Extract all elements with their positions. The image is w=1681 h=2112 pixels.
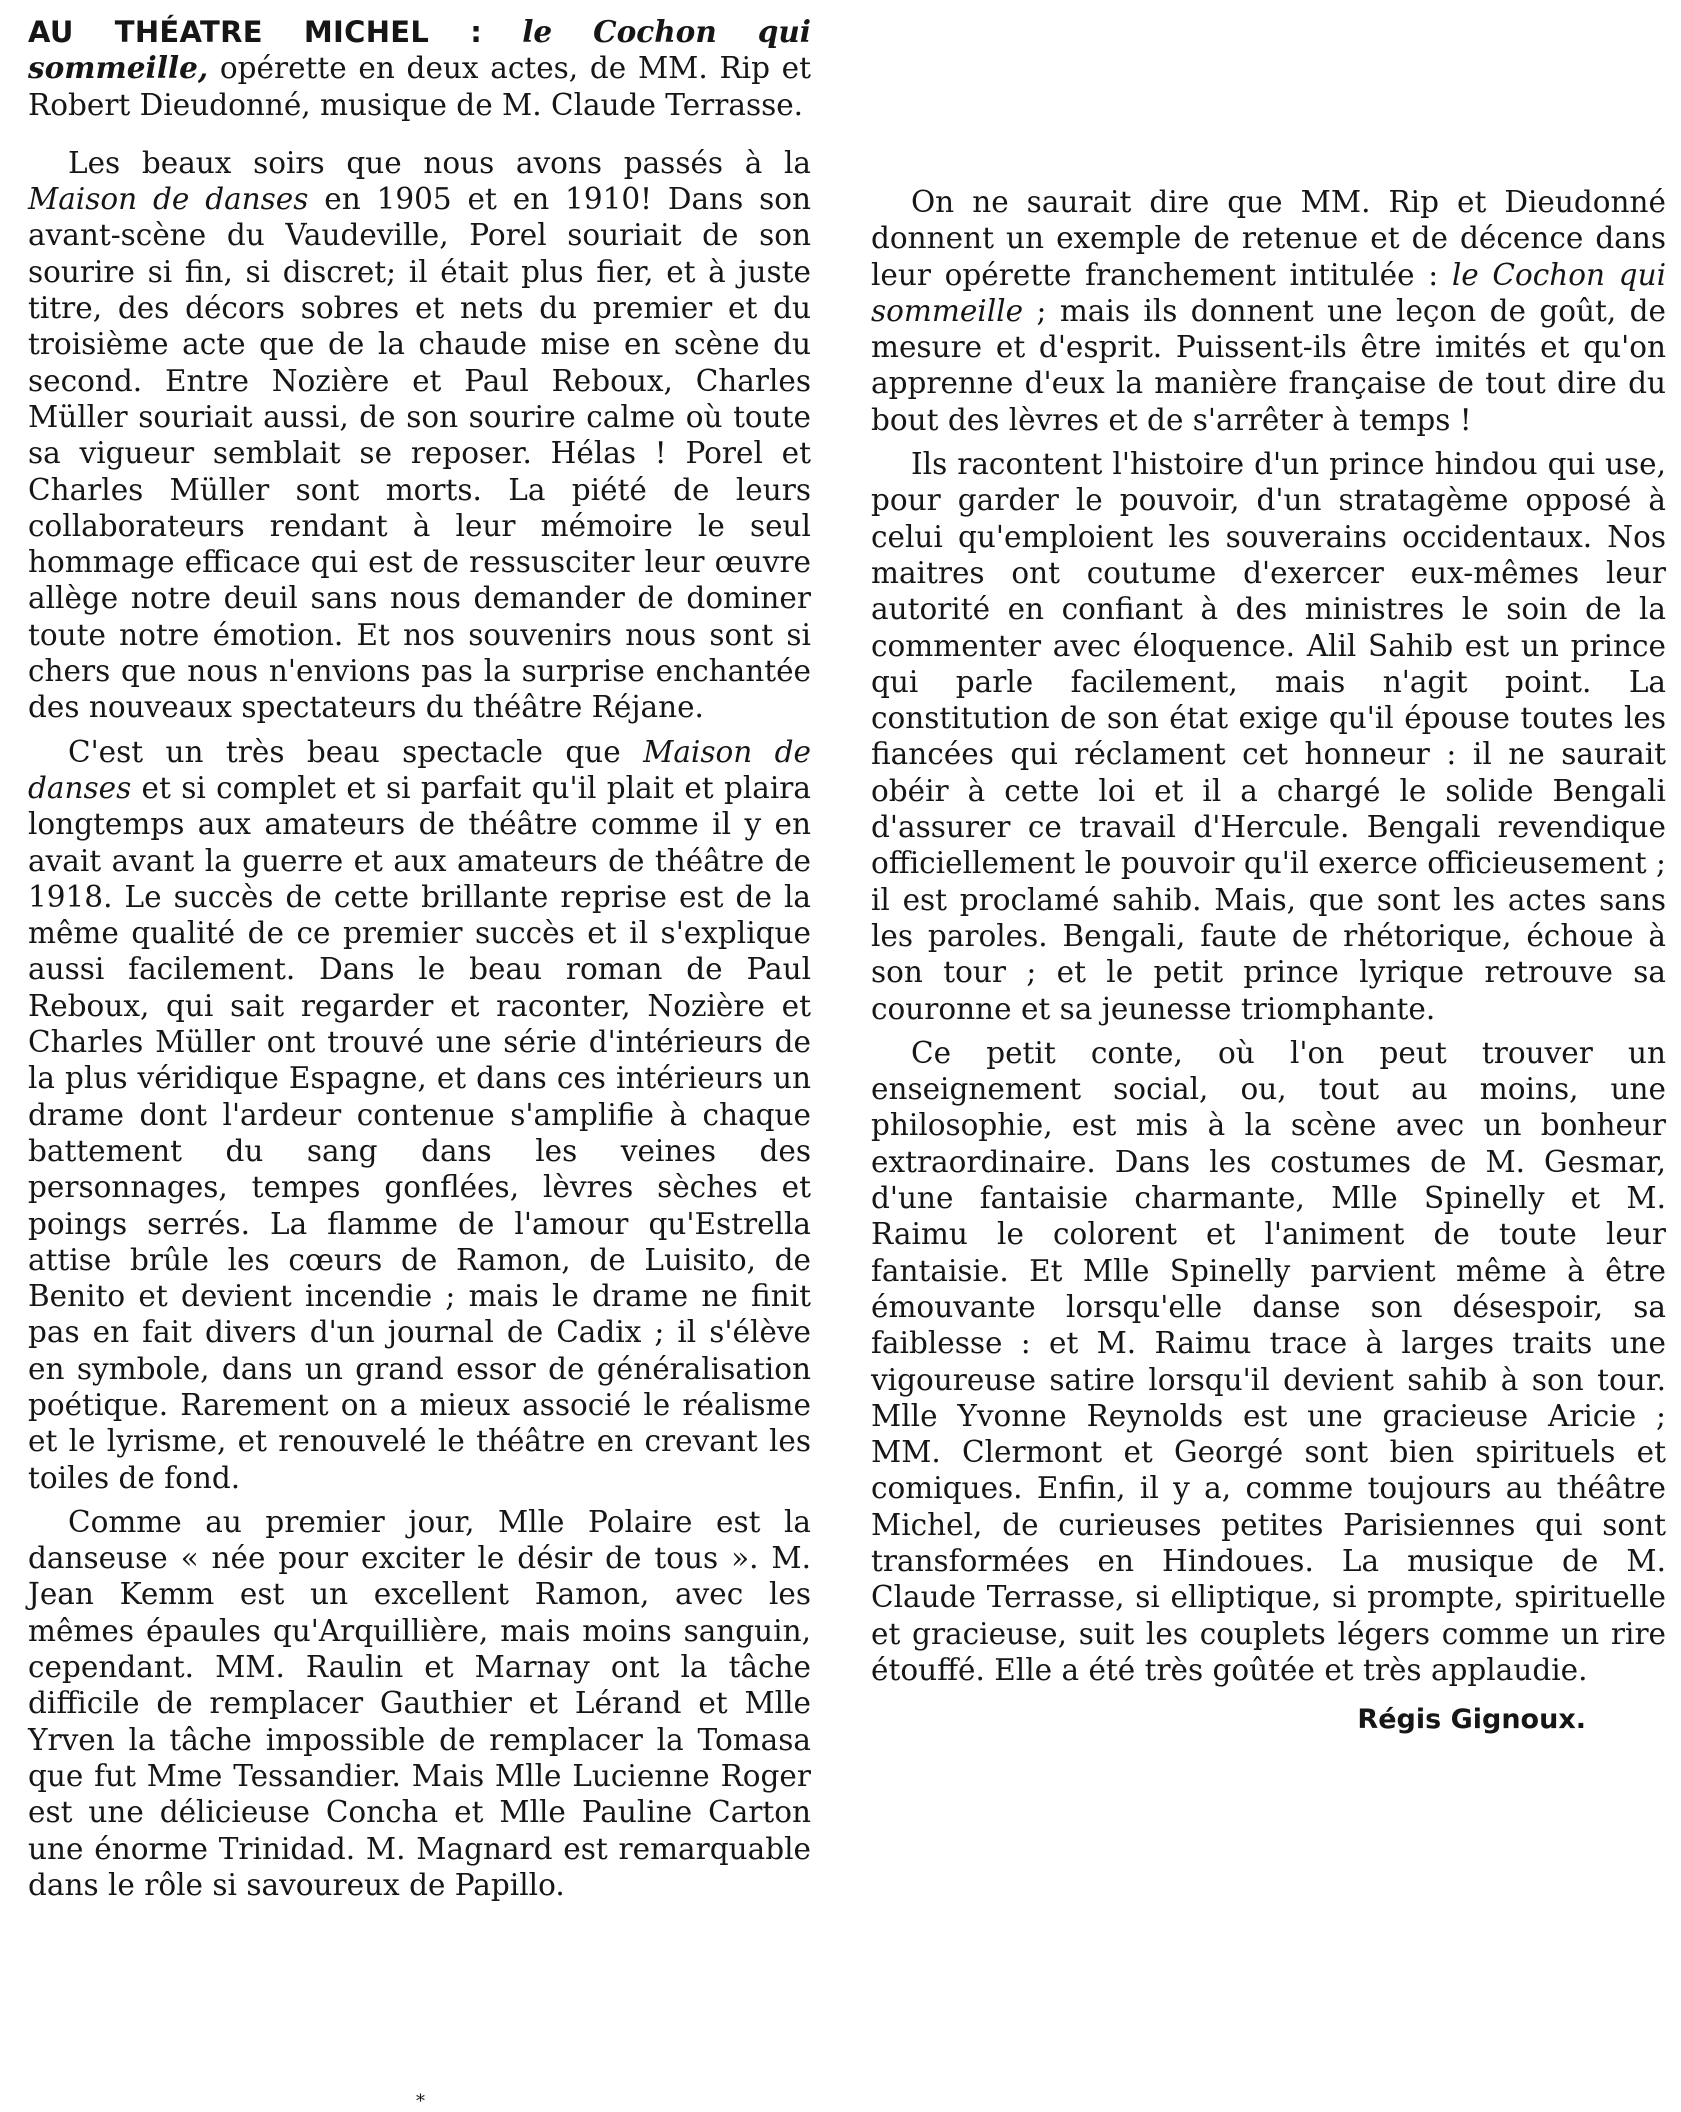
paragraph-plot: Ils racontent l'histoire d'un prince hindou qui use, pour garder le pouvoir, d'un stratagème opposé à celui qu'emploient les souverains occidentaux. Nos maitres ont coutume d'exercer eux-mêmes leur autorité en confiant à des ministres le soin de la commenter avec éloquence. Alil Sahib est un prince qui parle facilement, mais n'agit point. La constitution de son état exige qu'il épouse toutes les fiancées qui réclament cet honneur : il ne saurait obéir à cette loi et il a chargé le solide Bengali d'assurer ce travail d'Hercule. Bengali revendique officiellement le pouvoir qu'il exerce officieusement ; il est proclamé sahib. Mais, que sont les actes sans les paroles. Bengali, faute de rhétorique, échoue à son tour ; et le petit prince lyrique retrouve sa couronne et sa jeunesse triomphante. [871,447,1666,1026]
heading-description: opérette en deux actes, de MM. Rip et Robert Dieudonné, musique de M. Claude Terrasse. [28,51,811,122]
paragraph-maison-de-danses-memories [28,145,811,726]
text-run: C'est un très beau spectacle que [68,734,644,769]
review-heading [28,14,811,123]
italic-title: Maison de danses [28,182,309,217]
paragraph-rip-dieudonne [871,184,1666,438]
right-column [871,184,1666,1738]
italic-title: le Cochon qui sommeille [871,257,1666,328]
paragraph-spectacle [28,734,811,1496]
author-signature: Régis Gignoux. [1357,1704,1586,1736]
text-run: et si complet et si parfait qu'il plait et plaira longtemps aux amateurs de théâtre comme il y en avait avant la guerre et aux amateurs de théâtre de 1918. Le succès de cette brillante reprise est de la même qualité de ce premier succès et il s'explique aussi facilement. Dans le beau roman de Paul Reboux, qui sait regarder et raconter, Nozière et Charles Müller ont trouvé une série d'intérieurs de la plus véridique Espagne, et dans ces intérieurs un drame dont l'ardeur contenue s'amplifie à chaque battement du sang dans les veines des personnages, tempes gonflées, lèvres sèches et poings serrés. La flamme de l'amour qu'Estrella attise brûle les cœurs de Ramon, de Luisito, de Benito et devient incendie ; mais le drame ne finit pas en fait divers d'un journal de Cadix ; il s'élève en symbole, dans un grand essor de généralisation poétique. Rarement on a mieux associé le réalisme et le lyrisme, et renouvelé le théâtre en crevant les toiles de fond. [28,770,811,1495]
text-run: en 1905 et en 1910! Dans son avant-scène du Vaudeville, Porel souriait de son sourire si fin, si discret; il était plus fier, et à juste titre, des décors sobres et nets du premier et du troisième acte que de la chaude mise en scène du second. Entre Nozière et Paul Reboux, Charles Müller souriait aussi, de son sourire calme où toute sa vigueur semblait se reposer. Hélas ! Porel et Charles Müller sont morts. La piété de leurs collaborateurs rendant à leur mémoire le seul hommage efficace qui est de ressusciter leur œuvre allège notre deuil sans nous demander de dominer toute notre émotion. Et nos souvenirs nous sont si chers que nous n'envions pas la surprise enchantée des nouveaux spectateurs du théâtre Réjane. [28,182,811,725]
text-run: On ne saurait dire que MM. Rip et Dieudonné donnent un exemple de retenue et de décence dans leur opérette franchement intitulée : [871,185,1666,292]
separator-asterisk: * [416,2091,425,2112]
newspaper-clipping [28,14,1666,2112]
text-run: ; mais ils donnent une leçon de goût, de mesure et d'esprit. Puissent-ils être imités et qu'on apprenne d'eux la manière française de tout dire du bout des lèvres et de s'arrêter à temps ! [871,293,1666,437]
paragraph-cast: Comme au premier jour, Mlle Polaire est la danseuse « née pour exciter le désir de tous ». M. Jean Kemm est un excellent Ramon, avec les mêmes épaules qu'Arquillière, mais moins sanguin, cependant. MM. Raulin et Marnay ont la tâche difficile de remplacer Gauthier et Lérand et Mlle Yrven la tâche impossible de remplacer la Tomasa que fut Mme Tessandier. Mais Mlle Lucienne Roger est une délicieuse Concha et Mlle Pauline Carton une énorme Trinidad. M. Magnard est remarquable dans le rôle si savoureux de Papillo. [28,1504,811,1902]
left-column [28,14,811,1911]
heading-venue: AU THÉATRE MICHEL : [28,15,483,49]
text-run: Les beaux soirs que nous avons passés à la [68,145,811,180]
paragraph-staging: Ce petit conte, où l'on peut trouver un enseignement social, ou, tout au moins, une philosophie, est mis à la scène avec un bonheur extraordinaire. Dans les costumes de M. Gesmar, d'une fantaisie charmante, Mlle Spinelly et M. Raimu le colorent et l'animent de toute leur fantaisie. Et Mlle Spinelly parvient même à être émouvante lorsqu'elle danse son désespoir, sa faiblesse : et M. Raimu trace à larges traits une vigoureuse satire lorsqu'il devient sahib à son tour. Mlle Yvonne Reynolds est une gracieuse Aricie ; MM. Clermont et Georgé sont bien spirituels et comiques. Enfin, il y a, comme toujours au théâtre Michel, de curieuses petites Parisiennes qui sont transformées en Hindoues. La musique de M. Claude Terrasse, si elliptique, si prompte, spirituelle et gracieuse, suit les couplets légers comme un rire étouffé. Elle a été très goûtée et très applaudie. [871,1035,1666,1687]
heading-show-title: le Cochon qui sommeille, [28,14,811,86]
italic-title: Maison de danses [28,734,811,805]
